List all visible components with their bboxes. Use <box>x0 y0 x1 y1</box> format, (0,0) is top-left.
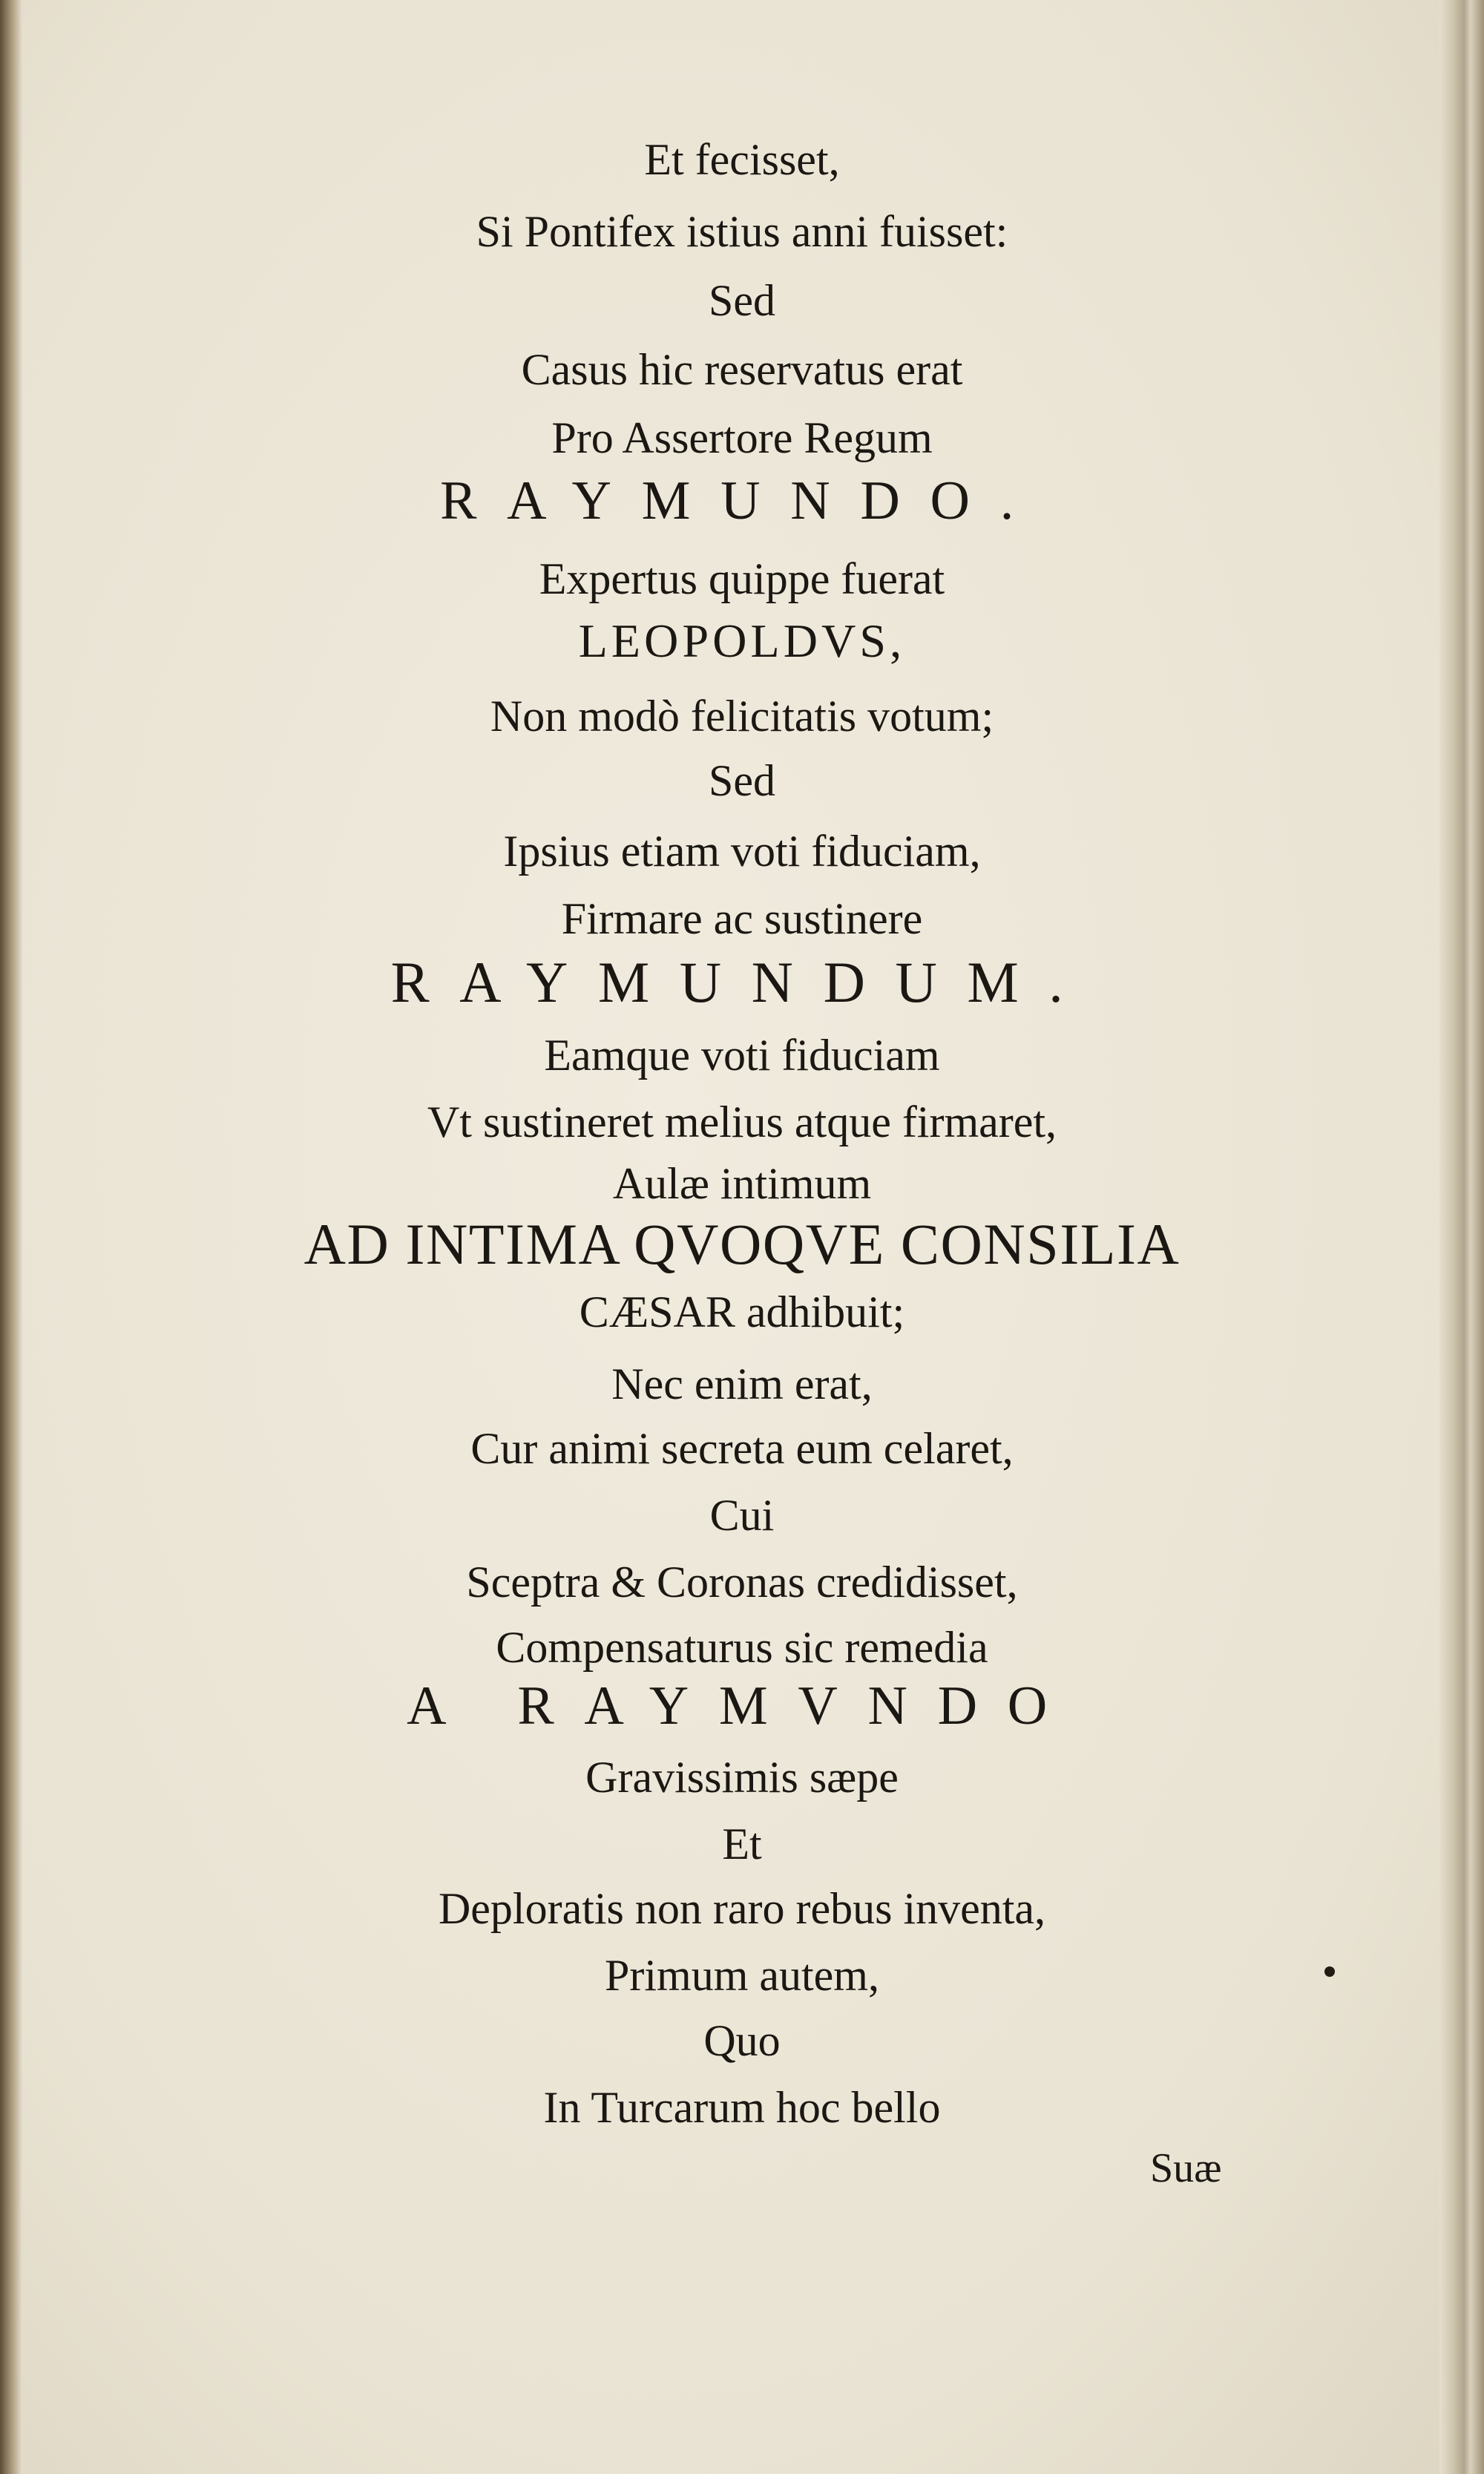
text-line: Sceptra & Coronas credidisset, <box>466 1558 1018 1607</box>
text-line: Et fecisset, <box>644 135 840 184</box>
text-line: Sed <box>709 276 775 325</box>
heading-name: A RAYMVNDO <box>407 1676 1077 1736</box>
text-line: Firmare ac sustinere <box>561 894 923 943</box>
text-line: Cur animi secreta eum celaret, <box>470 1424 1014 1473</box>
text-line: CÆSAR adhibuit; <box>579 1287 905 1336</box>
heading-name: RAYMUNDO. <box>440 470 1044 531</box>
text-line: Si Pontifex istius anni fuisset: <box>476 207 1008 256</box>
text-line: In Turcarum hoc bello <box>543 2083 941 2132</box>
text-line: Non modò felicitatis votum; <box>490 692 994 741</box>
text-line: Casus hic reservatus erat <box>521 345 963 394</box>
text-line: Cui <box>709 1491 775 1540</box>
heading-phrase: AD INTIMA QVOQVE CONSILIA <box>303 1212 1181 1276</box>
text-line: Pro Assertore Regum <box>551 413 933 462</box>
text-line: Expertus quippe fuerat <box>539 554 945 603</box>
text-line: Eamque voti fiduciam <box>544 1031 940 1080</box>
heading-name: LEOPOLDVS, <box>578 614 906 667</box>
catchword: Suæ <box>1150 2145 1222 2191</box>
text-line: Et <box>722 1820 762 1868</box>
text-line: Gravissimis sæpe <box>585 1753 899 1802</box>
text-line: Deploratis non raro rebus inventa, <box>438 1884 1046 1933</box>
text-line: Sed <box>709 756 775 805</box>
text-line: Primum autem, <box>605 1951 879 2000</box>
text-line: Vt sustineret melius atque firmaret, <box>427 1097 1057 1146</box>
text-line: Ipsius etiam voti fiduciam, <box>503 827 981 876</box>
heading-name: RAYMUNDUM. <box>390 950 1094 1014</box>
text-line: Nec enim erat, <box>611 1359 873 1408</box>
text-line: Quo <box>703 2016 781 2065</box>
ink-speck <box>1324 1966 1335 1977</box>
text-line: Aulæ intimum <box>612 1159 872 1208</box>
text-line: Compensaturus sic remedia <box>496 1623 988 1672</box>
